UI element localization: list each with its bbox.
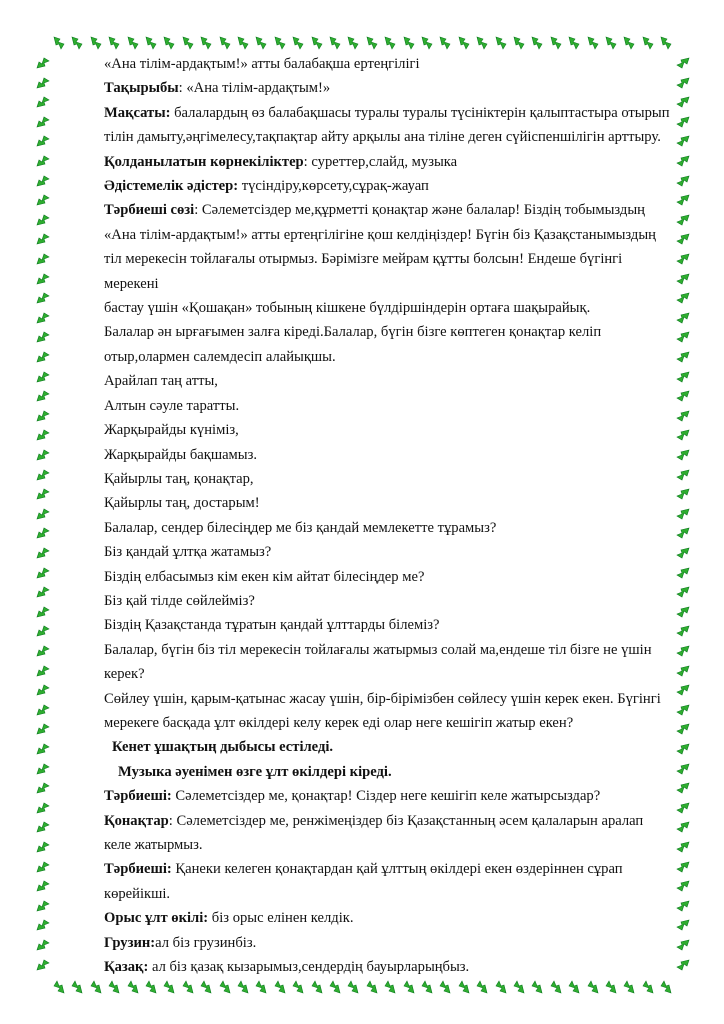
green-arrow-ribbon-icon bbox=[676, 526, 690, 540]
green-arrow-ribbon-icon bbox=[36, 232, 50, 246]
text-line bbox=[104, 443, 674, 467]
green-arrow-ribbon-icon bbox=[36, 860, 50, 874]
bold-label: Қонақтар bbox=[104, 812, 169, 829]
text-content: : Сәлеметсіздер ме,құрметті қонақтар және балалар! Біздің тобымыздың bbox=[194, 202, 645, 219]
green-arrow-ribbon-icon bbox=[36, 134, 50, 148]
green-arrow-ribbon-icon bbox=[162, 36, 176, 50]
green-arrow-ribbon-icon bbox=[36, 605, 50, 619]
green-arrow-ribbon-icon bbox=[641, 36, 655, 50]
green-arrow-ribbon-icon bbox=[36, 115, 50, 129]
green-arrow-ribbon-icon bbox=[218, 980, 232, 994]
green-arrow-ribbon-icon bbox=[36, 781, 50, 795]
text-content: түсіндіру,көрсету,сұрақ-жауап bbox=[238, 178, 429, 195]
green-arrow-ribbon-icon bbox=[676, 252, 690, 266]
green-arrow-ribbon-icon bbox=[36, 840, 50, 854]
green-arrow-ribbon-icon bbox=[641, 980, 655, 994]
text-content: балалардың өз балабақшасы туралы туралы түсініктерін қалыптастыра отырып bbox=[170, 104, 670, 121]
green-arrow-ribbon-icon bbox=[36, 624, 50, 638]
green-arrow-ribbon-icon bbox=[676, 448, 690, 462]
text-content: керек? bbox=[104, 666, 145, 683]
green-arrow-ribbon-icon bbox=[676, 468, 690, 482]
green-arrow-ribbon-icon bbox=[475, 36, 489, 50]
text-content: «Ана тілім-ардақтым!» атты балабақша ертеңгілігі bbox=[104, 56, 420, 72]
green-arrow-ribbon-icon bbox=[549, 36, 563, 50]
green-arrow-ribbon-icon bbox=[494, 980, 508, 994]
green-arrow-ribbon-icon bbox=[254, 36, 268, 50]
green-arrow-ribbon-icon bbox=[218, 36, 232, 50]
green-arrow-ribbon-icon bbox=[420, 36, 434, 50]
bold-label: Кенет ұшақтың дыбысы естіледі. bbox=[112, 739, 334, 756]
green-arrow-ribbon-icon bbox=[676, 291, 690, 305]
text-line bbox=[104, 76, 674, 100]
text-line bbox=[104, 857, 674, 881]
text-line bbox=[104, 540, 674, 564]
text-line bbox=[104, 931, 674, 955]
green-arrow-ribbon-icon bbox=[676, 860, 690, 874]
green-arrow-ribbon-icon bbox=[36, 820, 50, 834]
green-arrow-ribbon-icon bbox=[126, 36, 140, 50]
text-line bbox=[104, 735, 674, 759]
green-arrow-ribbon-icon bbox=[36, 762, 50, 776]
green-arrow-ribbon-icon bbox=[676, 232, 690, 246]
text-content: отыр,олармен салемдесіп алайықшы. bbox=[104, 348, 336, 365]
green-arrow-ribbon-icon bbox=[402, 36, 416, 50]
text-content: мерекені bbox=[104, 275, 159, 292]
green-arrow-ribbon-icon bbox=[36, 683, 50, 697]
green-arrow-ribbon-icon bbox=[676, 742, 690, 756]
text-content: : Сәлеметсіздер ме, ренжімеңіздер біз Қазақстанның әсем қалаларын аралап bbox=[168, 812, 644, 829]
green-arrow-ribbon-icon bbox=[89, 980, 103, 994]
green-arrow-ribbon-icon bbox=[676, 644, 690, 658]
green-arrow-ribbon-icon bbox=[676, 56, 690, 70]
green-arrow-ribbon-icon bbox=[36, 154, 50, 168]
text-content: Біздің Қазақстанда тұратын қандай ұлттарды білеміз? bbox=[104, 617, 440, 634]
document-body bbox=[104, 52, 674, 979]
text-line bbox=[104, 125, 674, 149]
text-line bbox=[104, 711, 674, 735]
green-arrow-ribbon-icon bbox=[676, 487, 690, 501]
green-arrow-ribbon-icon bbox=[676, 507, 690, 521]
green-arrow-ribbon-icon bbox=[676, 899, 690, 913]
green-arrow-ribbon-icon bbox=[70, 980, 84, 994]
text-content: Біз қай тілде сөйлейміз? bbox=[104, 592, 255, 609]
bold-label: Орыс ұлт өкілі: bbox=[104, 910, 209, 927]
bold-label: Қазақ: bbox=[104, 959, 149, 976]
text-line bbox=[104, 52, 674, 76]
green-arrow-ribbon-icon bbox=[567, 36, 581, 50]
green-arrow-ribbon-icon bbox=[36, 252, 50, 266]
green-arrow-ribbon-icon bbox=[36, 507, 50, 521]
green-arrow-ribbon-icon bbox=[457, 36, 471, 50]
text-line bbox=[104, 369, 674, 393]
green-arrow-ribbon-icon bbox=[36, 566, 50, 580]
bold-label: Мақсаты: bbox=[104, 104, 171, 121]
green-arrow-ribbon-icon bbox=[494, 36, 508, 50]
text-line bbox=[104, 882, 674, 906]
green-arrow-ribbon-icon bbox=[107, 980, 121, 994]
green-arrow-ribbon-icon bbox=[604, 36, 618, 50]
green-arrow-ribbon-icon bbox=[676, 605, 690, 619]
green-arrow-ribbon-icon bbox=[36, 193, 50, 207]
green-arrow-ribbon-icon bbox=[36, 664, 50, 678]
text-content: Біз қандай ұлтқа жатамыз? bbox=[104, 544, 272, 561]
green-arrow-ribbon-icon bbox=[676, 134, 690, 148]
bold-label: Тәрбиеші: bbox=[104, 861, 172, 878]
green-arrow-ribbon-icon bbox=[676, 174, 690, 188]
green-arrow-ribbon-icon bbox=[36, 213, 50, 227]
green-arrow-ribbon-icon bbox=[549, 980, 563, 994]
text-content: Қайырлы таң, қонақтар, bbox=[104, 470, 254, 487]
green-arrow-ribbon-icon bbox=[676, 840, 690, 854]
green-arrow-ribbon-icon bbox=[659, 36, 673, 50]
green-arrow-ribbon-icon bbox=[36, 448, 50, 462]
bold-label: Қолданылатын көрнекіліктер bbox=[104, 153, 304, 170]
green-arrow-ribbon-icon bbox=[144, 980, 158, 994]
bold-label: Музыка әуенімен өзге ұлт өкілдері кіреді. bbox=[118, 763, 392, 780]
text-line bbox=[104, 784, 674, 808]
text-content: : «Ана тілім-ардақтым!» bbox=[178, 80, 331, 97]
green-arrow-ribbon-icon bbox=[346, 980, 360, 994]
green-arrow-ribbon-icon bbox=[676, 624, 690, 638]
green-arrow-ribbon-icon bbox=[420, 980, 434, 994]
green-arrow-ribbon-icon bbox=[676, 389, 690, 403]
green-arrow-ribbon-icon bbox=[236, 980, 250, 994]
green-arrow-ribbon-icon bbox=[676, 428, 690, 442]
green-arrow-ribbon-icon bbox=[144, 36, 158, 50]
green-arrow-ribbon-icon bbox=[107, 36, 121, 50]
green-arrow-ribbon-icon bbox=[36, 95, 50, 109]
text-content: Сөйлеу үшін, қарым-қатынас жасау үшін, бір-бірімізбен сөйлесу үшін керек екен. Бүгінгі bbox=[104, 690, 661, 707]
green-arrow-ribbon-icon bbox=[586, 980, 600, 994]
green-arrow-ribbon-icon bbox=[676, 938, 690, 952]
green-arrow-ribbon-icon bbox=[438, 980, 452, 994]
green-arrow-ribbon-icon bbox=[36, 350, 50, 364]
text-line bbox=[104, 613, 674, 637]
text-line bbox=[104, 516, 674, 540]
text-line bbox=[104, 296, 674, 320]
green-arrow-ribbon-icon bbox=[36, 174, 50, 188]
green-arrow-ribbon-icon bbox=[36, 291, 50, 305]
text-content: «Ана тілім-ардақтым!» атты ертеңгілігіне қош келдіңіздер! Бүгін біз Қазақстанымыздың bbox=[104, 226, 656, 243]
text-content: Жарқырайды күніміз, bbox=[104, 422, 239, 439]
text-content: бастау үшін «Қошақан» тобының кішкене бүлдіршіндерін ортаға шақырайық. bbox=[104, 300, 591, 317]
green-arrow-ribbon-icon bbox=[36, 918, 50, 932]
text-line bbox=[104, 955, 674, 979]
green-arrow-ribbon-icon bbox=[676, 95, 690, 109]
green-arrow-ribbon-icon bbox=[676, 350, 690, 364]
text-line bbox=[104, 906, 674, 930]
green-arrow-ribbon-icon bbox=[676, 918, 690, 932]
green-arrow-ribbon-icon bbox=[512, 980, 526, 994]
text-content: Сәлеметсіздер ме, қонақтар! Сіздер неге кешігіп келе жатырсыздар? bbox=[171, 788, 601, 805]
text-line bbox=[104, 760, 674, 784]
green-arrow-ribbon-icon bbox=[89, 36, 103, 50]
text-line bbox=[104, 491, 674, 515]
green-arrow-ribbon-icon bbox=[676, 683, 690, 697]
green-arrow-ribbon-icon bbox=[676, 879, 690, 893]
green-arrow-ribbon-icon bbox=[291, 36, 305, 50]
green-arrow-ribbon-icon bbox=[676, 272, 690, 286]
green-arrow-ribbon-icon bbox=[36, 742, 50, 756]
green-arrow-ribbon-icon bbox=[622, 36, 636, 50]
text-content: Арайлап таң атты, bbox=[104, 373, 218, 390]
green-arrow-ribbon-icon bbox=[383, 36, 397, 50]
green-arrow-ribbon-icon bbox=[457, 980, 471, 994]
green-arrow-ribbon-icon bbox=[236, 36, 250, 50]
green-arrow-ribbon-icon bbox=[328, 36, 342, 50]
text-content: Қанеки келеген қонақтардан қай ұлттың өкілдері екен өздеріннен сұрап bbox=[171, 861, 623, 878]
green-arrow-ribbon-icon bbox=[365, 36, 379, 50]
green-arrow-ribbon-icon bbox=[328, 980, 342, 994]
green-arrow-ribbon-icon bbox=[254, 980, 268, 994]
text-line bbox=[104, 418, 674, 442]
green-arrow-ribbon-icon bbox=[310, 36, 324, 50]
green-arrow-ribbon-icon bbox=[567, 980, 581, 994]
green-arrow-ribbon-icon bbox=[383, 980, 397, 994]
green-arrow-ribbon-icon bbox=[199, 36, 213, 50]
green-arrow-ribbon-icon bbox=[676, 193, 690, 207]
green-arrow-ribbon-icon bbox=[36, 526, 50, 540]
text-line bbox=[104, 833, 674, 857]
text-line bbox=[104, 809, 674, 833]
green-arrow-ribbon-icon bbox=[36, 722, 50, 736]
bold-label: Тәрбиеші сөзі bbox=[104, 202, 195, 219]
text-line bbox=[104, 589, 674, 613]
green-arrow-ribbon-icon bbox=[36, 644, 50, 658]
text-content: көрейікші. bbox=[104, 885, 171, 902]
green-arrow-ribbon-icon bbox=[36, 938, 50, 952]
green-arrow-ribbon-icon bbox=[36, 487, 50, 501]
green-arrow-ribbon-icon bbox=[402, 980, 416, 994]
green-arrow-ribbon-icon bbox=[676, 722, 690, 736]
green-arrow-ribbon-icon bbox=[126, 980, 140, 994]
green-arrow-ribbon-icon bbox=[475, 980, 489, 994]
green-arrow-ribbon-icon bbox=[676, 76, 690, 90]
green-arrow-ribbon-icon bbox=[70, 36, 84, 50]
green-arrow-ribbon-icon bbox=[622, 980, 636, 994]
green-arrow-ribbon-icon bbox=[36, 585, 50, 599]
green-arrow-ribbon-icon bbox=[36, 330, 50, 344]
green-arrow-ribbon-icon bbox=[676, 820, 690, 834]
bold-label: Әдістемелік әдістер: bbox=[104, 178, 239, 195]
text-line bbox=[104, 394, 674, 418]
green-arrow-ribbon-icon bbox=[36, 409, 50, 423]
green-arrow-ribbon-icon bbox=[36, 703, 50, 717]
green-arrow-ribbon-icon bbox=[52, 36, 66, 50]
green-arrow-ribbon-icon bbox=[676, 566, 690, 580]
text-line bbox=[104, 687, 674, 711]
text-line bbox=[104, 247, 674, 271]
text-content: : суреттер,слайд, музыка bbox=[303, 153, 458, 170]
green-arrow-ribbon-icon bbox=[676, 213, 690, 227]
green-arrow-ribbon-icon bbox=[676, 762, 690, 776]
green-arrow-ribbon-icon bbox=[346, 36, 360, 50]
green-arrow-ribbon-icon bbox=[676, 409, 690, 423]
text-content: біз орыс елінен келдік. bbox=[208, 910, 354, 927]
green-arrow-ribbon-icon bbox=[676, 703, 690, 717]
green-arrow-ribbon-icon bbox=[36, 370, 50, 384]
green-arrow-ribbon-icon bbox=[586, 36, 600, 50]
green-arrow-ribbon-icon bbox=[676, 664, 690, 678]
text-content: Балалар ән ырғағымен залға кіреді.Балалар, бүгін бізге көптеген қонақтар келіп bbox=[104, 324, 602, 341]
green-arrow-ribbon-icon bbox=[36, 958, 50, 972]
green-arrow-ribbon-icon bbox=[659, 980, 673, 994]
green-arrow-ribbon-icon bbox=[181, 36, 195, 50]
green-arrow-ribbon-icon bbox=[676, 958, 690, 972]
green-arrow-ribbon-icon bbox=[199, 980, 213, 994]
text-line bbox=[104, 467, 674, 491]
green-arrow-ribbon-icon bbox=[512, 36, 526, 50]
text-content: тілін дамыту,әңгімелесу,тақпақтар айту арқылы ана тіліне деген сүйіспеншілігін арттыру. bbox=[104, 129, 661, 146]
green-arrow-ribbon-icon bbox=[365, 980, 379, 994]
green-arrow-ribbon-icon bbox=[36, 389, 50, 403]
bold-label: Тақырыбы bbox=[104, 80, 179, 97]
green-arrow-ribbon-icon bbox=[181, 980, 195, 994]
green-arrow-ribbon-icon bbox=[36, 56, 50, 70]
text-line bbox=[104, 638, 674, 662]
green-arrow-ribbon-icon bbox=[36, 272, 50, 286]
green-arrow-ribbon-icon bbox=[52, 980, 66, 994]
text-content: мерекеге басқада ұлт өкілдері келу керек еді олар неге кешігіп жатыр екен? bbox=[104, 714, 574, 731]
text-line bbox=[104, 101, 674, 125]
green-arrow-ribbon-icon bbox=[676, 585, 690, 599]
green-arrow-ribbon-icon bbox=[530, 980, 544, 994]
text-content: Балалар, бүгін біз тіл мерекесін тойлағалы жатырмыз солай ма,ендеше тіл бізге не үшін bbox=[104, 641, 652, 658]
green-arrow-ribbon-icon bbox=[36, 879, 50, 893]
text-line bbox=[104, 223, 674, 247]
text-content: ал біз грузинбіз. bbox=[155, 934, 257, 951]
text-content: Қайырлы таң, достарым! bbox=[104, 495, 260, 512]
green-arrow-ribbon-icon bbox=[676, 801, 690, 815]
green-arrow-ribbon-icon bbox=[162, 980, 176, 994]
green-arrow-ribbon-icon bbox=[676, 546, 690, 560]
green-arrow-ribbon-icon bbox=[291, 980, 305, 994]
green-arrow-ribbon-icon bbox=[676, 330, 690, 344]
bold-label: Тәрбиеші: bbox=[104, 788, 172, 805]
green-arrow-ribbon-icon bbox=[36, 899, 50, 913]
text-content: Біздің елбасымыз кім екен кім айтат білесіңдер ме? bbox=[104, 568, 425, 585]
green-arrow-ribbon-icon bbox=[676, 154, 690, 168]
text-content: тіл мерекесін тойлағалы отырмыз. Бәрімізге мейрам құтты болсын! Ендеше бүгінгі bbox=[104, 251, 623, 268]
text-content: Жарқырайды бақшамыз. bbox=[104, 446, 258, 463]
green-arrow-ribbon-icon bbox=[36, 801, 50, 815]
green-arrow-ribbon-icon bbox=[604, 980, 618, 994]
green-arrow-ribbon-icon bbox=[273, 36, 287, 50]
green-arrow-ribbon-icon bbox=[676, 311, 690, 325]
text-content: ал біз қазақ кызарымыз,сендердің бауырларыңбыз. bbox=[148, 959, 470, 976]
green-arrow-ribbon-icon bbox=[36, 428, 50, 442]
text-line bbox=[104, 662, 674, 686]
text-content: Алтын сәуле таратты. bbox=[104, 397, 240, 414]
text-content: келе жатырмыз. bbox=[104, 837, 203, 853]
text-line bbox=[104, 150, 674, 174]
green-arrow-ribbon-icon bbox=[36, 468, 50, 482]
green-arrow-ribbon-icon bbox=[438, 36, 452, 50]
green-arrow-ribbon-icon bbox=[530, 36, 544, 50]
green-arrow-ribbon-icon bbox=[676, 370, 690, 384]
bold-label: Грузин: bbox=[104, 934, 156, 951]
green-arrow-ribbon-icon bbox=[676, 115, 690, 129]
text-content: Балалар, сендер білесіңдер ме біз қандай мемлекетте тұрамыз? bbox=[104, 519, 497, 536]
text-line bbox=[104, 320, 674, 344]
text-line bbox=[104, 565, 674, 589]
text-line bbox=[104, 345, 674, 369]
text-line bbox=[104, 198, 674, 222]
text-line bbox=[104, 174, 674, 198]
green-arrow-ribbon-icon bbox=[676, 781, 690, 795]
green-arrow-ribbon-icon bbox=[273, 980, 287, 994]
green-arrow-ribbon-icon bbox=[310, 980, 324, 994]
green-arrow-ribbon-icon bbox=[36, 76, 50, 90]
green-arrow-ribbon-icon bbox=[36, 546, 50, 560]
text-line bbox=[104, 272, 674, 296]
green-arrow-ribbon-icon bbox=[36, 311, 50, 325]
